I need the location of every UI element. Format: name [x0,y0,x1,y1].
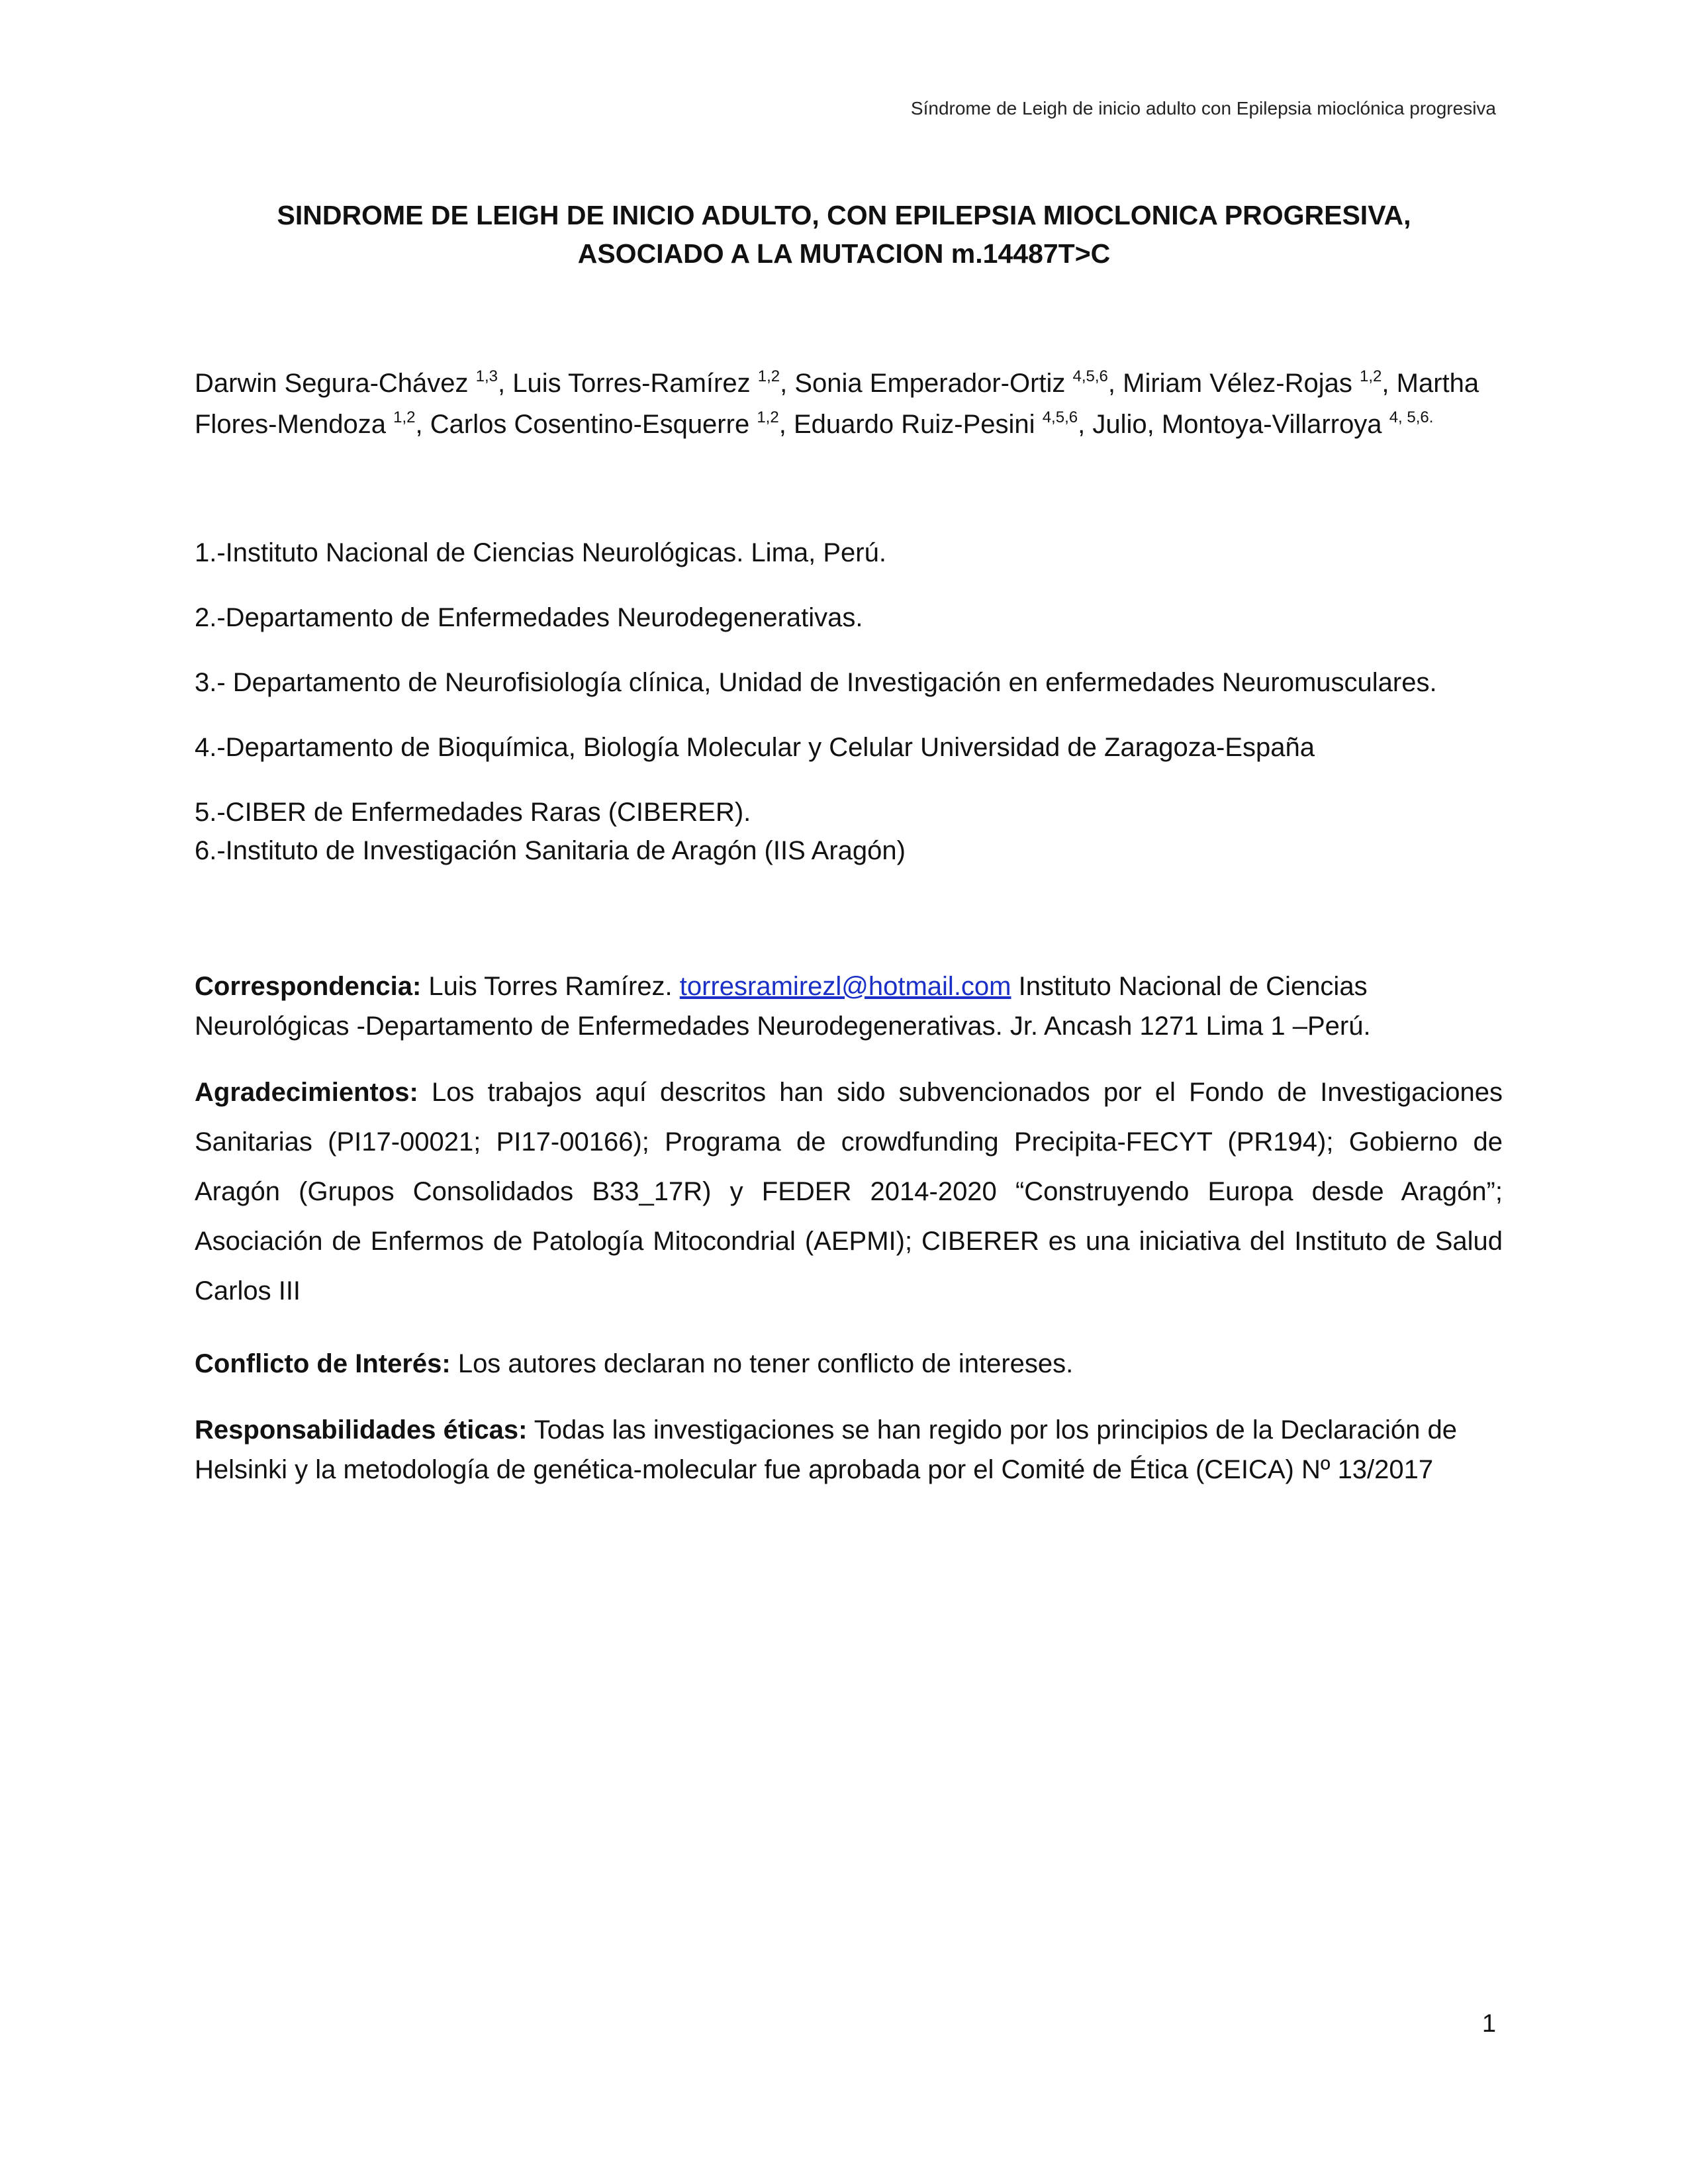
correspondence-email-link[interactable]: torresramirezl@hotmail.com [679,972,1011,1001]
conflict-label: Conflicto de Interés: [195,1349,451,1378]
author-separator: , [780,369,795,398]
author-name: Darwin Segura-Chávez [195,369,469,398]
author-name: Luis Torres-Ramírez [512,369,751,398]
correspondence-name: Luis Torres Ramírez. [421,972,680,1001]
author [794,369,1123,398]
affiliation-4: 4.-Departamento de Bioquímica, Biología Molecular y Celular Universidad de Zaragoza-España [195,733,1315,762]
affiliation-6: 6.-Instituto de Investigación Sanitaria de Aragón (IIS Aragón) [195,836,906,865]
correspondence-address: Instituto Nacional de Ciencias Neurológicas -Departamento de Enfermedades Neurodegenerativas. Jr. Ancash 1271 Lima 1 –Perú. [195,972,1371,1041]
affiliation-5: 5.-CIBER de Enfermedades Raras (CIBERER). [195,798,751,827]
paper-title [192,196,1496,273]
author [430,410,794,439]
acknowledgements-text: Los trabajos aquí descritos han sido subvencionados por el Fondo de Investigaciones Sanitarias (PI17-00021; PI17-00166); Programa de crowdfunding Precipita-FECYT (PR194); Gobierno de Aragón (Grupos Consolidados B33_17R) y FEDER 2014-2020 “Construyendo Europa desde Aragón”; Asociación de Enfermos de Patología Mitocondrial (AEPMI); CIBERER es una iniciativa del Instituto de Salud Carlos III [195,1078,1503,1306]
author-affiliation-marks: 4,5,6 [1072,367,1108,385]
affiliation-1: 1.-Instituto Nacional de Ciencias Neurológicas. Lima, Perú. [195,538,886,567]
author-affiliation-marks: 4, 5,6. [1389,408,1434,426]
author-name: Miriam Vélez-Rojas [1123,369,1352,398]
ethics-section [195,1410,1503,1490]
ethics-text: Todas las investigaciones se han regido por los principios de la Declaración de Helsinki y la metodología de genética-molecular fue aprobada por el Comité de Ética (CEICA) Nº 13/2017 [195,1415,1457,1484]
author-affiliation-marks: 1,2 [393,408,416,426]
author-affiliation-marks: 1,2 [1360,367,1382,385]
author-name: Carlos Cosentino-Esquerre [430,410,750,439]
author [195,369,512,398]
author-name: Eduardo Ruiz-Pesini [793,410,1035,439]
title-line-2: ASOCIADO A LA MUTACION m.14487T>C [577,238,1111,269]
correspondence-label: Correspondencia: [195,972,422,1001]
author-affiliation-marks: 1,2 [757,408,779,426]
correspondence-section [195,967,1503,1046]
author [512,369,794,398]
author-separator: , [498,369,513,398]
author-affiliation-marks: 1,2 [757,367,780,385]
author-name: Martha Flores-Mendoza [195,369,1479,439]
ethics-label: Responsabilidades éticas: [195,1415,528,1445]
author [1092,410,1433,439]
affiliation-2: 2.-Departamento de Enfermedades Neurodegenerativas. [195,603,863,632]
page-number: 1 [1481,2010,1496,2038]
affiliation-3: 3.- Departamento de Neurofisiología clínica, Unidad de Investigación en enfermedades Neuromusculares. [195,668,1437,697]
author-separator: , [415,410,430,439]
author-affiliation-marks: 4,5,6 [1042,408,1078,426]
author [1123,369,1396,398]
acknowledgements-label: Agradecimientos: [195,1078,418,1107]
author-separator: , [778,410,794,439]
author [794,410,1092,439]
author-name: Julio, Montoya-Villarroya [1092,410,1382,439]
author-affiliation-marks: 1,3 [475,367,498,385]
author-separator: , [1382,369,1397,398]
conflict-of-interest-section [195,1344,1503,1384]
author-list [195,363,1512,445]
acknowledgements-section [195,1068,1503,1316]
author-separator: , [1107,369,1123,398]
running-header: Síndrome de Leigh de inicio adulto con Epilepsia mioclónica progresiva [910,98,1496,119]
author-name: Sonia Emperador-Ortiz [794,369,1066,398]
title-line-1: SINDROME DE LEIGH DE INICIO ADULTO, CON EPILEPSIA MIOCLONICA PROGRESIVA, [277,200,1411,230]
conflict-text: Los autores declaran no tener conflicto de intereses. [450,1349,1074,1378]
author-separator: , [1078,410,1093,439]
